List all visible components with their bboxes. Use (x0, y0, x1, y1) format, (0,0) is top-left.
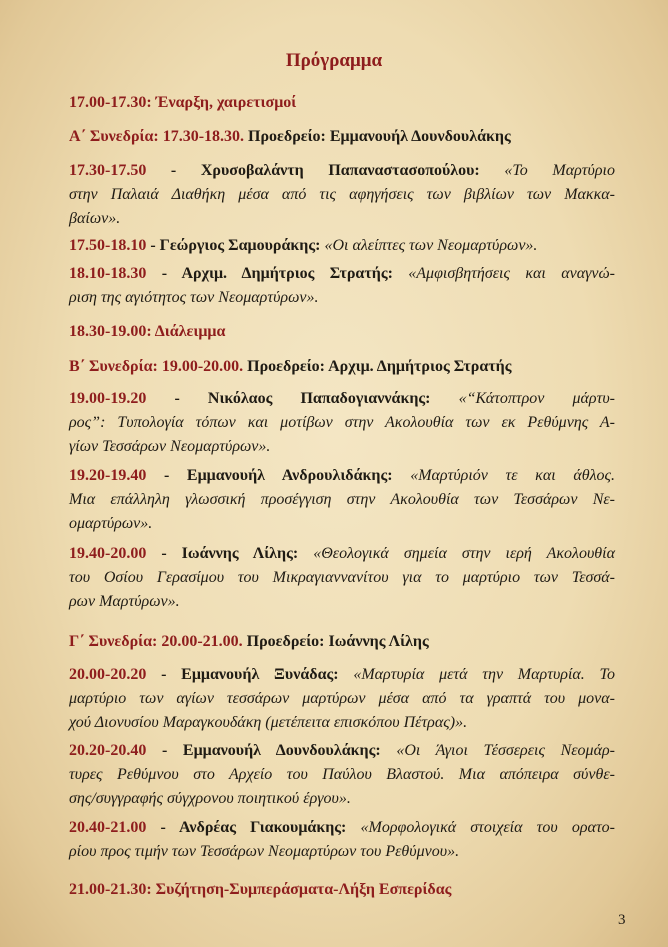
talk-8-speaker: - Εμμανουήλ Δουνδουλάκης: (146, 742, 381, 759)
talk-4-speaker: - Νικόλαος Παπαδογιαννάκης: (146, 390, 431, 407)
talk-3-line-1 (69, 262, 615, 286)
talk-8-line-1 (69, 739, 615, 763)
break-time: 18.30-19.00: (69, 323, 152, 340)
talk-6-line-2: του Οσίου Γερασίμου του Μικραγιαννανίτου για το μαρτύριο των Τεσσά- (69, 569, 615, 586)
talk-1-line-2: στην Παλαιά Διαθήκη μέσα από τις αφηγήσεις των βιβλίων των Μακκα- (69, 186, 615, 203)
session-c-header (69, 630, 615, 654)
talk-4-title-a: «“Κάτοπτρον μάρτυ- (430, 390, 616, 407)
opening-text: Έναρξη, χαιρετισμοί (151, 94, 297, 111)
talk-7-line-1 (69, 663, 615, 687)
closing-text: Συζήτηση-Συμπεράσματα-Λήξη Εσπερίδας (151, 881, 452, 898)
talk-2-speaker: - Γεώργιος Σαμουράκης: (146, 237, 321, 254)
closing-line (69, 878, 615, 902)
talk-4-time: 19.00-19.20 (69, 390, 147, 407)
talk-1-time: 17.30-17.50 (69, 162, 147, 179)
break-line (69, 320, 615, 344)
talk-5-line-2: Μια επάλληλη γλωσσική προσέγγιση στην Ακολουθία των Τεσσάρων Νε- (69, 491, 615, 508)
closing-time: 21.00-21.30: (69, 881, 152, 898)
break-text: Διάλειμμα (151, 323, 226, 340)
session-a-header (69, 125, 615, 149)
talk-6-line-1 (69, 542, 615, 566)
session-a-chair: Προεδρείο: Εμμανουήλ Δουνδουλάκης (244, 128, 511, 145)
talk-5-speaker: - Εμμανουήλ Ανδρουλιδάκης: (146, 467, 393, 484)
talk-9-line-2: ρίου προς τιμήν των Τεσσάρων Νεομαρτύρων του Ρεθύμνου». (69, 843, 460, 860)
talk-5-line-1 (69, 464, 615, 488)
talk-1-speaker: - Χρυσοβαλάντη Παπαναστασοπούλου: (146, 162, 480, 179)
talk-2-line-1 (69, 234, 615, 258)
talk-8-line-3: σης/συγγραφής σύγχρονου ποιητικού έργου». (69, 790, 351, 807)
talk-5-time: 19.20-19.40 (69, 467, 147, 484)
session-c-title: Γ΄ Συνεδρία: 20.00-21.00. (69, 633, 243, 650)
talk-7-speaker: - Εμμανουήλ Ξυνάδας: (146, 666, 339, 683)
talk-7-line-2: μαρτύριο των αγίων τεσσάρων μαρτύρων μέσα από τα γραπτά του μονα- (69, 690, 615, 707)
talk-1-line-1 (69, 159, 615, 183)
talk-1-line-3: βαίων». (69, 210, 121, 227)
talk-9-line-1 (69, 816, 615, 840)
talk-3-speaker: - Αρχιμ. Δημήτριος Στρατής: (146, 265, 393, 282)
session-a-title: Α΄ Συνεδρία: 17.30-18.30. (69, 128, 245, 145)
opening-line (69, 91, 615, 115)
talk-9-time: 20.40-21.00 (69, 819, 147, 836)
talk-6-line-3: ρων Μαρτύρων». (69, 593, 180, 610)
talk-4-line-2: ρος”: Τυπολογία τόπων και μοτίβων στην Ακολουθία των εκ Ρεθύμνης Α- (69, 414, 615, 431)
talk-7-time: 20.00-20.20 (69, 666, 147, 683)
session-b-chair: Προεδρείο: Αρχιμ. Δημήτριος Στρατής (243, 358, 512, 375)
talk-7-title-a: «Μαρτυρία μετά την Μαρτυρία. Το (338, 666, 615, 683)
talk-9-title-a: «Μορφολογικά στοιχεία του ορατο- (346, 819, 616, 836)
session-c-chair: Προεδρείο: Ιωάννης Λίλης (242, 633, 429, 650)
session-b-title: Β΄ Συνεδρία: 19.00-20.00. (69, 358, 244, 375)
talk-6-time: 19.40-20.00 (69, 545, 147, 562)
talk-6-speaker: - Ιωάννης Λίλης: (146, 545, 299, 562)
talk-5-title-a: «Μαρτύριόν τε και άθλος. (392, 467, 616, 484)
talk-4-line-1 (69, 387, 615, 411)
page-title: Πρόγραμμα (285, 50, 383, 71)
talk-8-line-2: τυρες Ρεθύμνου στο Αρχείο του Παύλου Βλαστού. Μια απόπειρα σύνθε- (69, 766, 615, 783)
talk-3-time: 18.10-18.30 (69, 265, 147, 282)
talk-6-title-a: «Θεολογικά σημεία στην ιερή Ακολουθία (298, 545, 615, 562)
talk-5-line-3: ομαρτύρων». (69, 515, 153, 532)
talk-3-line-2: ριση της αγιότητος των Νεομαρτύρων». (69, 289, 319, 306)
page-number: 3 (618, 912, 626, 928)
talk-1-title-a: «Το Μαρτύριο (479, 162, 616, 179)
session-b-header (69, 355, 615, 379)
talk-8-title-a: «Οι Άγιοι Τέσσερεις Νεομάρ- (380, 742, 615, 759)
talk-8-time: 20.20-20.40 (69, 742, 147, 759)
talk-3-title-a: «Αμφισβητήσεις και αναγνώ- (392, 265, 616, 282)
talk-7-line-3: χού Διονυσίου Μαραγκουδάκη (μετέπειτα επισκόπου Πέτρας)». (69, 714, 468, 731)
talk-2-title: «Οι αλείπτες των Νεομαρτύρων». (320, 237, 538, 254)
opening-time: 17.00-17.30: (69, 94, 152, 111)
talk-4-line-3: γίων Τεσσάρων Νεομαρτύρων». (69, 438, 271, 455)
talk-2-time: 17.50-18.10 (69, 237, 147, 254)
talk-9-speaker: - Ανδρέας Γιακουμάκης: (146, 819, 347, 836)
